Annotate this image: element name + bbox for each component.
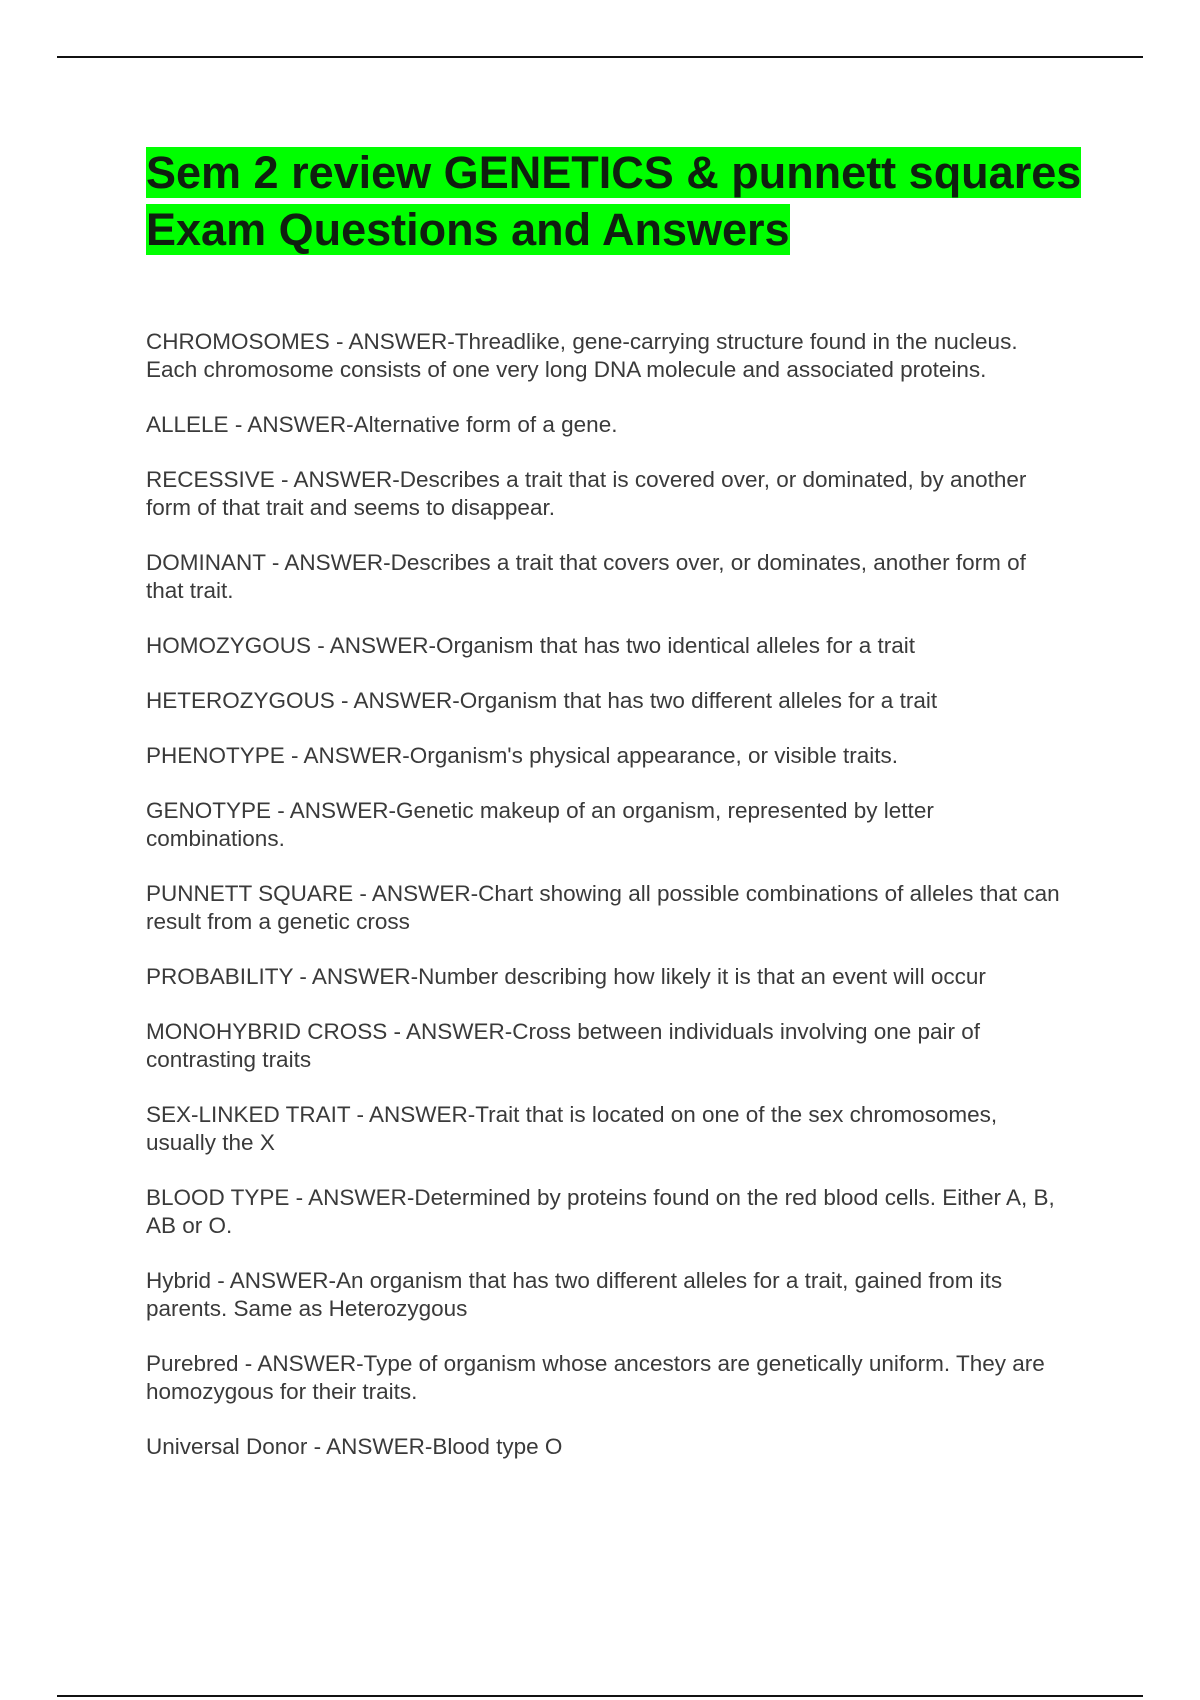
qa-entry-universal-donor: Universal Donor - ANSWER-Blood type O bbox=[146, 1434, 563, 1459]
qa-entry-sex-linked-trait: SEX-LINKED TRAIT - ANSWER-Trait that is located on one of the sex chromosomes, usually the X bbox=[146, 1102, 998, 1155]
qa-entry-heterozygous: HETEROZYGOUS - ANSWER-Organism that has two different alleles for a trait bbox=[146, 688, 938, 713]
top-rule bbox=[57, 56, 1143, 58]
document-title bbox=[146, 144, 1086, 258]
qa-list bbox=[146, 328, 1066, 1488]
qa-entry-blood-type: BLOOD TYPE - ANSWER-Determined by proteins found on the red blood cells. Either A, B, AB or O. bbox=[146, 1185, 1055, 1238]
qa-entry-probability: PROBABILITY - ANSWER-Number describing how likely it is that an event will occur bbox=[146, 964, 986, 989]
document-header bbox=[146, 144, 1086, 258]
qa-entry-punnett-square: PUNNETT SQUARE - ANSWER-Chart showing all possible combinations of alleles that can result from a genetic cross bbox=[146, 881, 1060, 934]
qa-entry-hybrid: Hybrid - ANSWER-An organism that has two different alleles for a trait, gained from its parents. Same as Heterozygous bbox=[146, 1268, 1003, 1321]
qa-entry-phenotype: PHENOTYPE - ANSWER-Organism's physical appearance, or visible traits. bbox=[146, 743, 899, 768]
qa-entry-allele: ALLELE - ANSWER-Alternative form of a gene. bbox=[146, 412, 618, 437]
qa-entry-chromosomes: CHROMOSOMES - ANSWER-Threadlike, gene-carrying structure found in the nucleus. Each chromosome consists of one very long DNA molecule and associated proteins. bbox=[146, 329, 1018, 382]
qa-entry-purebred: Purebred - ANSWER-Type of organism whose ancestors are genetically uniform. They are homozygous for their traits. bbox=[146, 1351, 1045, 1404]
qa-entry-genotype: GENOTYPE - ANSWER-Genetic makeup of an organism, represented by letter combinations. bbox=[146, 798, 934, 851]
qa-entry-homozygous: HOMOZYGOUS - ANSWER-Organism that has two identical alleles for a trait bbox=[146, 633, 915, 658]
bottom-rule bbox=[57, 1695, 1143, 1697]
title-highlight: Sem 2 review GENETICS & punnett squares Exam Questions and Answers bbox=[146, 147, 1082, 255]
qa-entry-recessive: RECESSIVE - ANSWER-Describes a trait that is covered over, or dominated, by another form of that trait and seems to disappear. bbox=[146, 467, 1027, 520]
qa-entry-dominant: DOMINANT - ANSWER-Describes a trait that covers over, or dominates, another form of that trait. bbox=[146, 550, 1026, 603]
qa-entry-monohybrid-cross: MONOHYBRID CROSS - ANSWER-Cross between individuals involving one pair of contrasting traits bbox=[146, 1019, 981, 1072]
